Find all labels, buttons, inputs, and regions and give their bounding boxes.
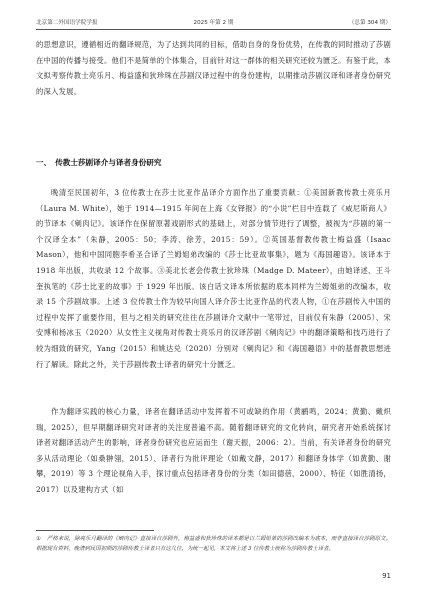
- header-rule: [36, 29, 391, 30]
- header-journal-name: 北京第二外国语学院学报: [36, 20, 98, 26]
- footnote: [36, 534, 391, 554]
- footnote-marker: ①: [36, 536, 41, 542]
- header-total-issue: （总第 304 期）: [348, 20, 391, 26]
- page-number: 91: [382, 572, 391, 580]
- section-heading: [36, 157, 391, 169]
- footnote-text: 严格来说，除亮乐月翻译的《剜肉记》直接译自莎剧外，梅益盛和狄珍珠的译本都是以兰姆姐弟的莎剧改编本为底本，而非直接译自莎剧原文。根据现有资料，晚清到民国初期的莎剧传教士译者只有这几位，为统一起见，本文将上述 3 位传教士统称为莎剧传教士译者。: [36, 536, 391, 553]
- header-issue: 2025 年第 2 期: [193, 20, 234, 26]
- section-number: 一、: [36, 158, 52, 167]
- body-paragraph-1: 晚清至民国初年，3 位传教士在莎士比亚作品译介方面作出了重要贡献：①美国新教传教士亮乐月（Laura M. White），她于 1914—1915 年间在上海《女铎报》的“小说”栏目中连载了《威尼斯商人》的节译本《剜肉记》。该译作在保留原著戏剧形式的基础上，对部分情节进行了调整，被视为“莎剧的第一个汉译全本”（朱静，2005：50；李涛、徐芳，2015：59）。②英国基督教传教士梅益盛（Isaac Mason），他和中国同胞李希圣合译了兰姆姐弟改编的《莎士比亚故事集》，题为《海国趣语》。该译本于 1918 年出版，共收录 12 个故事。③美北长老会传教士狄珍珠（Madge D. Mateer），由她译述、王斗奎执笔的《莎士比亚的故事》于 1929 年出版。该白话文译本所依据的底本同样为兰姆姐弟的改编本，收录 15 个莎剧故事。上述 3 位传教士作为较早向国人译介莎士比亚作品的代表人物，①在莎剧传入中国的过程中发挥了重要作用，但与之相关的研究往往在莎剧译介文献中一笔带过，目前仅有朱静（2005）、宋安博和杨冰玉（2020）从女性主义视角对传教士亮乐月的汉译莎剧《剜肉记》中的翻译策略和技巧进行了较为细致的研究，Yang（2015）和姚达兑（2020）分别对《剜肉记》和《海国趣语》中的基督教思想进行了解读。除此之外，关于莎剧传教士译者的研究十分匮乏。: [36, 188, 391, 369]
- footnote-rule: [36, 530, 154, 531]
- body-paragraph-2: 作为翻译实践的核心力量，译者在翻译活动中发挥着不可或缺的作用（黄鹂鸣，2024；黄勤、戴炽瑞，2025），但早期翻译研究对译者的关注度普遍不高。随着翻译研究的文化转向，研究者开始系统探讨译者对翻译活动产生的影响，译者身份研究也应运而生（谢天振，2006：2）。当前，有关译者身份的研究多从活动理论（如桑翀翎，2015）、译者行为批评理论（如戴文静，2017）和翻译身体学（如黄勤、谢攀，2019）等 3 个理论视角入手，探讨重点包括译者身份的分类（如田德蓓，2000）、特征（如胜清扬，2017）以及建构方式（如: [36, 407, 391, 494]
- section-title: 传教士莎剧译介与译者身份研究: [55, 158, 162, 167]
- intro-paragraph: 的思想意识，遵循相近的翻译规范，为了达到共同的目标，借助自身的身份优势，在传教的同时推动了莎剧在中国的传播与接受。他们不是简单的个体集合，目前针对这一群体的相关研究还较为匮乏。有鉴于此，本文拟考察传教士亮乐月、梅益盛和狄珍珠在莎剧汉译过程中的身份建构，以期推动莎剧汉译和译者身份研究的深入发展。: [36, 40, 391, 96]
